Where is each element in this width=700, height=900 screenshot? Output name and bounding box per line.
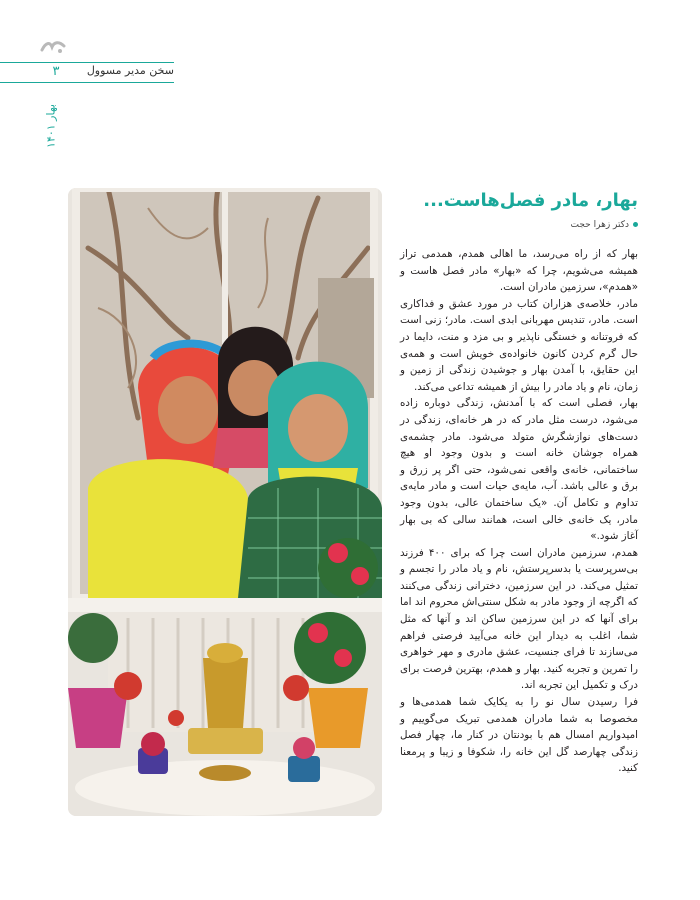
- author-bullet-icon: [633, 222, 638, 227]
- logo-icon: [40, 38, 66, 54]
- article-body: [400, 246, 638, 777]
- article: [400, 188, 638, 777]
- article-headline: بهار، مادر فصل‌هاست...: [423, 190, 638, 211]
- article-paragraph: همدم، سرزمین مادران است چرا که برای ۴۰۰ فرزند بی‌سرپرست یا بدسرپرستش، نام و یاد مادر را تجسم و تمثیل می‌کند. در این سرزمین، دخترانی زندگی می‌کنند که اگرچه از وجود مادر به شکل سنتی‌اش محروم اند اما برای آنها که در این سرزمین ساکن اند و آنها که مثل شما، اغلب به دیدار این خانه می‌آیید فرصتی فراهم می‌سازند تا فرای جنسیت، عشق مادری و مهر خواهری را تمرین و تجربه کنید. بهار و همدم، بهترین فرصت برای درک و تکمیل این تجربه اند.: [400, 546, 639, 692]
- photo-illustration: [68, 188, 382, 816]
- header-rule-top: [0, 62, 174, 63]
- page-number: ۳: [52, 64, 60, 79]
- article-paragraph: بهار، فصلی است که با آمدنش، زندگی دوباره زاده می‌شود، درست مثل مادر که در هر خانه‌ای، زندگی در دست‌های نوازشگرش متولد می‌شود. مادر چشمه‌ی همراه جوشان خانه است و بدون وجود او هیچ ساختمانی، خانه‌ی واقعی نمی‌شود، حتی اگر پر زرق و برق و عالی باشد. آب، مایه‌ی حیات است و مادر مایه‌ی تداوم و تکامل آن. «یک ساختمان عالی، بدون وجود مادر، یک خانه‌ی خالی است، همانند سالی که بی بهار آغاز شود.»: [400, 397, 638, 543]
- header-rule-bottom: [0, 82, 174, 83]
- article-paragraph: فرا رسیدن سال نو را به یکایک شما همدمی‌ها و مخصوصا به شما مادران همدمی تبریک می‌گوییم و امیدواریم امسال هم با بودنتان در کنار ما، چهار فصل زندگی چهارصد گل این خانه را، شکوفا و زیبا و پرمعنا کنید.: [400, 696, 638, 775]
- article-author: [400, 220, 638, 230]
- issue-label-text: بهار ۱۴۰۱: [44, 104, 58, 148]
- section-title: سخن مدیر مسوول: [86, 64, 174, 77]
- issue-label: [36, 96, 66, 156]
- article-paragraph: بهار که از راه می‌رسد، ما اهالی همدم، همدمی تراز همیشه می‌شویم، چرا که «بهار» مادر فصل هاست و «همدم»، سرزمین مادران است.: [400, 248, 638, 294]
- author-name: دکتر زهرا حجت: [570, 220, 629, 230]
- nowruz-photo: [68, 188, 382, 816]
- article-paragraph: مادر، خلاصه‌ی هزاران کتاب در مورد عشق و فداکاری است. مادر، تندیس مهربانی ابدی است. مادر؛ زنی است که فروتنانه و خستگی ناپذیر و بی مزد و منت، دایما در حال گرم کردن کانون خانواده‌ی خویش است و همه‌ی این حقایق، با آمدن بهار و جوشیدن زندگی از زمین و زمان، نام و یاد مادر را بیش از همیشه تداعی می‌کند.: [400, 297, 638, 393]
